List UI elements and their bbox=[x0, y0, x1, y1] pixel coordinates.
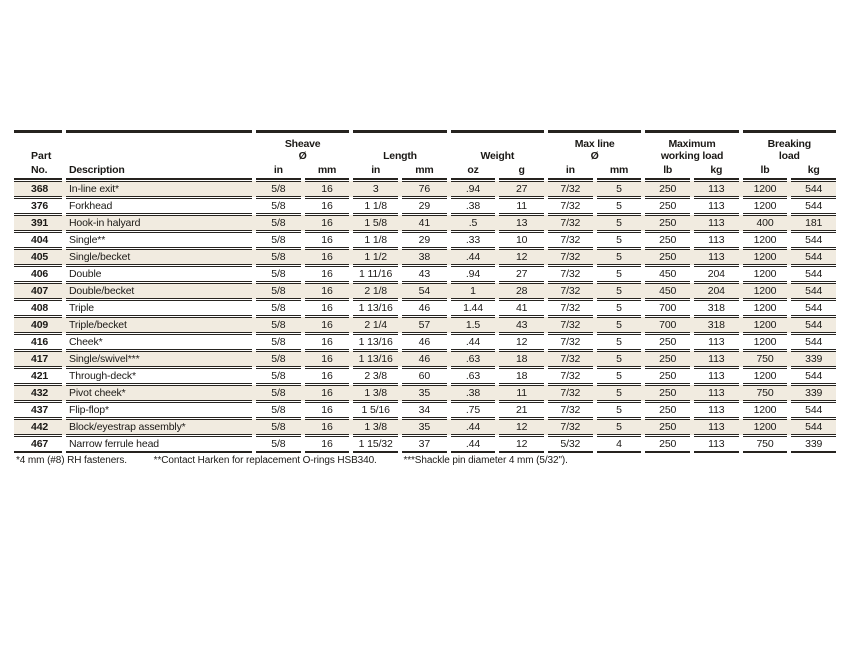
table-row bbox=[14, 215, 836, 231]
value-cell: 46 bbox=[402, 300, 447, 316]
value-cell: 181 bbox=[791, 215, 836, 231]
value-cell: 5/8 bbox=[256, 198, 301, 214]
description: Single** bbox=[66, 232, 252, 248]
value-cell: 46 bbox=[402, 351, 447, 367]
value-cell: 34 bbox=[402, 402, 447, 418]
table-row bbox=[14, 249, 836, 265]
value-cell: 7/32 bbox=[548, 385, 593, 401]
value-cell: 544 bbox=[791, 317, 836, 333]
unit-length-mm: mm bbox=[402, 162, 447, 180]
value-cell: 544 bbox=[791, 300, 836, 316]
value-cell: 1 13/16 bbox=[353, 334, 398, 350]
value-cell: 5 bbox=[597, 368, 642, 384]
value-cell: 5/8 bbox=[256, 351, 301, 367]
table-row bbox=[14, 385, 836, 401]
value-cell: 16 bbox=[305, 351, 350, 367]
group-label-line2: Length bbox=[383, 150, 417, 162]
value-cell: 5 bbox=[597, 249, 642, 265]
value-cell: 16 bbox=[305, 368, 350, 384]
value-cell: 16 bbox=[305, 402, 350, 418]
value-cell: 1200 bbox=[743, 249, 788, 265]
value-cell: 250 bbox=[645, 351, 690, 367]
value-cell: 450 bbox=[645, 283, 690, 299]
value-cell: 113 bbox=[694, 232, 739, 248]
table-row bbox=[14, 402, 836, 418]
part-number: 368 bbox=[14, 181, 62, 197]
value-cell: 250 bbox=[645, 368, 690, 384]
value-cell: 5/8 bbox=[256, 249, 301, 265]
value-cell: 5/8 bbox=[256, 232, 301, 248]
footnotes bbox=[16, 455, 592, 466]
table-header-units bbox=[14, 162, 836, 180]
header-group-sheave bbox=[256, 130, 349, 162]
value-cell: 11 bbox=[499, 385, 544, 401]
unit-weight-g: g bbox=[499, 162, 544, 180]
value-cell: 250 bbox=[645, 385, 690, 401]
value-cell: 46 bbox=[402, 334, 447, 350]
value-cell: 2 1/4 bbox=[353, 317, 398, 333]
value-cell: 700 bbox=[645, 317, 690, 333]
value-cell: 1.44 bbox=[451, 300, 496, 316]
table-row bbox=[14, 351, 836, 367]
table-row bbox=[14, 436, 836, 453]
value-cell: 60 bbox=[402, 368, 447, 384]
value-cell: 16 bbox=[305, 317, 350, 333]
value-cell: 113 bbox=[694, 334, 739, 350]
description: In-line exit* bbox=[66, 181, 252, 197]
value-cell: 41 bbox=[402, 215, 447, 231]
table-body bbox=[14, 181, 836, 453]
value-cell: 7/32 bbox=[548, 249, 593, 265]
value-cell: 5/32 bbox=[548, 436, 593, 453]
value-cell: 18 bbox=[499, 368, 544, 384]
description: Flip-flop* bbox=[66, 402, 252, 418]
value-cell: .44 bbox=[451, 419, 496, 435]
description: Single/becket bbox=[66, 249, 252, 265]
value-cell: 16 bbox=[305, 436, 350, 453]
value-cell: 4 bbox=[597, 436, 642, 453]
value-cell: 5/8 bbox=[256, 215, 301, 231]
table-row bbox=[14, 419, 836, 435]
value-cell: 5 bbox=[597, 198, 642, 214]
table-row bbox=[14, 266, 836, 282]
value-cell: 5/8 bbox=[256, 385, 301, 401]
group-label-line2: load bbox=[778, 150, 800, 162]
value-cell: .44 bbox=[451, 249, 496, 265]
description: Through-deck* bbox=[66, 368, 252, 384]
value-cell: 12 bbox=[499, 249, 544, 265]
value-cell: 7/32 bbox=[548, 198, 593, 214]
value-cell: 1200 bbox=[743, 402, 788, 418]
value-cell: 1200 bbox=[743, 419, 788, 435]
value-cell: 250 bbox=[645, 181, 690, 197]
unit-weight-oz: oz bbox=[451, 162, 496, 180]
value-cell: 5/8 bbox=[256, 283, 301, 299]
group-label-line1: Maximum bbox=[668, 138, 716, 150]
value-cell: 3 bbox=[353, 181, 398, 197]
table-row bbox=[14, 198, 836, 214]
value-cell: 544 bbox=[791, 249, 836, 265]
description: Double bbox=[66, 266, 252, 282]
value-cell: 113 bbox=[694, 436, 739, 453]
value-cell: .94 bbox=[451, 181, 496, 197]
value-cell: 113 bbox=[694, 351, 739, 367]
value-cell: 1 13/16 bbox=[353, 300, 398, 316]
unit-sheave-in: in bbox=[256, 162, 301, 180]
group-label-line1: Sheave bbox=[284, 138, 321, 150]
value-cell: .44 bbox=[451, 334, 496, 350]
value-cell: 1 3/8 bbox=[353, 385, 398, 401]
specification-table bbox=[14, 130, 836, 453]
table-row bbox=[14, 317, 836, 333]
value-cell: 2 3/8 bbox=[353, 368, 398, 384]
value-cell: 16 bbox=[305, 283, 350, 299]
value-cell: 54 bbox=[402, 283, 447, 299]
value-cell: 339 bbox=[791, 385, 836, 401]
value-cell: .38 bbox=[451, 385, 496, 401]
value-cell: 544 bbox=[791, 419, 836, 435]
part-number: 437 bbox=[14, 402, 62, 418]
group-label-line2: Ø bbox=[590, 150, 599, 162]
value-cell: 1 13/16 bbox=[353, 351, 398, 367]
unit-mwl-kg: kg bbox=[694, 162, 739, 180]
value-cell: 1200 bbox=[743, 300, 788, 316]
value-cell: 7/32 bbox=[548, 266, 593, 282]
part-number: 467 bbox=[14, 436, 62, 453]
part-number: 404 bbox=[14, 232, 62, 248]
value-cell: 250 bbox=[645, 419, 690, 435]
value-cell: 250 bbox=[645, 198, 690, 214]
value-cell: 5/8 bbox=[256, 368, 301, 384]
value-cell: 5 bbox=[597, 232, 642, 248]
unit-length-in: in bbox=[353, 162, 398, 180]
value-cell: 113 bbox=[694, 368, 739, 384]
value-cell: 250 bbox=[645, 436, 690, 453]
part-number: 406 bbox=[14, 266, 62, 282]
value-cell: 18 bbox=[499, 351, 544, 367]
value-cell: 7/32 bbox=[548, 419, 593, 435]
value-cell: 27 bbox=[499, 266, 544, 282]
value-cell: 35 bbox=[402, 385, 447, 401]
value-cell: 750 bbox=[743, 436, 788, 453]
value-cell: 16 bbox=[305, 232, 350, 248]
value-cell: 1200 bbox=[743, 334, 788, 350]
value-cell: 2 1/8 bbox=[353, 283, 398, 299]
value-cell: 29 bbox=[402, 198, 447, 214]
value-cell: .75 bbox=[451, 402, 496, 418]
value-cell: 750 bbox=[743, 351, 788, 367]
footnote-1: *4 mm (#8) RH fasteners. bbox=[16, 455, 127, 466]
value-cell: .33 bbox=[451, 232, 496, 248]
header-description: Description bbox=[66, 162, 252, 180]
value-cell: 5/8 bbox=[256, 436, 301, 453]
header-part-line1 bbox=[14, 130, 62, 162]
table-row bbox=[14, 300, 836, 316]
part-number: 417 bbox=[14, 351, 62, 367]
value-cell: 16 bbox=[305, 249, 350, 265]
value-cell: 1 3/8 bbox=[353, 419, 398, 435]
unit-mwl-lb: lb bbox=[645, 162, 690, 180]
value-cell: 12 bbox=[499, 436, 544, 453]
value-cell: 1200 bbox=[743, 266, 788, 282]
value-cell: 12 bbox=[499, 334, 544, 350]
value-cell: 1 1/2 bbox=[353, 249, 398, 265]
value-cell: 544 bbox=[791, 334, 836, 350]
table-row bbox=[14, 283, 836, 299]
group-label-line1: Max line bbox=[574, 138, 615, 150]
value-cell: 1 1/8 bbox=[353, 232, 398, 248]
value-cell: 1200 bbox=[743, 368, 788, 384]
value-cell: 16 bbox=[305, 181, 350, 197]
header-group-max-line bbox=[548, 130, 641, 162]
value-cell: 41 bbox=[499, 300, 544, 316]
group-label-line2: Weight bbox=[480, 150, 515, 162]
value-cell: 43 bbox=[402, 266, 447, 282]
value-cell: 13 bbox=[499, 215, 544, 231]
table-row bbox=[14, 181, 836, 197]
value-cell: 7/32 bbox=[548, 215, 593, 231]
value-cell: 5 bbox=[597, 283, 642, 299]
table-header-groups bbox=[14, 130, 836, 162]
header-part-label: Part bbox=[31, 150, 52, 162]
value-cell: 37 bbox=[402, 436, 447, 453]
description: Hook-in halyard bbox=[66, 215, 252, 231]
part-number: 407 bbox=[14, 283, 62, 299]
unit-sheave-mm: mm bbox=[305, 162, 350, 180]
value-cell: 113 bbox=[694, 198, 739, 214]
value-cell: 5 bbox=[597, 351, 642, 367]
part-number: 391 bbox=[14, 215, 62, 231]
value-cell: 5/8 bbox=[256, 266, 301, 282]
value-cell: 1200 bbox=[743, 181, 788, 197]
value-cell: 204 bbox=[694, 283, 739, 299]
value-cell: 5 bbox=[597, 402, 642, 418]
value-cell: 1 11/16 bbox=[353, 266, 398, 282]
group-label-line2: Ø bbox=[298, 150, 307, 162]
description: Single/swivel*** bbox=[66, 351, 252, 367]
value-cell: 12 bbox=[499, 419, 544, 435]
table-row bbox=[14, 368, 836, 384]
value-cell: 250 bbox=[645, 232, 690, 248]
value-cell: 5 bbox=[597, 300, 642, 316]
header-group-weight bbox=[451, 130, 544, 162]
value-cell: 57 bbox=[402, 317, 447, 333]
part-number: 408 bbox=[14, 300, 62, 316]
value-cell: 544 bbox=[791, 368, 836, 384]
group-label-line1: Breaking bbox=[767, 138, 811, 150]
value-cell: 5 bbox=[597, 334, 642, 350]
value-cell: 11 bbox=[499, 198, 544, 214]
value-cell: 318 bbox=[694, 300, 739, 316]
value-cell: 1 5/16 bbox=[353, 402, 398, 418]
value-cell: 250 bbox=[645, 334, 690, 350]
value-cell: 7/32 bbox=[548, 283, 593, 299]
value-cell: 1.5 bbox=[451, 317, 496, 333]
description: Double/becket bbox=[66, 283, 252, 299]
header-group-length bbox=[353, 130, 446, 162]
unit-maxline-in: in bbox=[548, 162, 593, 180]
part-number: 409 bbox=[14, 317, 62, 333]
description: Forkhead bbox=[66, 198, 252, 214]
part-number: 442 bbox=[14, 419, 62, 435]
value-cell: 544 bbox=[791, 283, 836, 299]
value-cell: 5 bbox=[597, 317, 642, 333]
value-cell: 544 bbox=[791, 232, 836, 248]
value-cell: 400 bbox=[743, 215, 788, 231]
header-group-breaking-load bbox=[743, 130, 836, 162]
value-cell: 7/32 bbox=[548, 232, 593, 248]
value-cell: 113 bbox=[694, 181, 739, 197]
value-cell: 16 bbox=[305, 300, 350, 316]
description: Triple bbox=[66, 300, 252, 316]
value-cell: 5 bbox=[597, 266, 642, 282]
part-number: 432 bbox=[14, 385, 62, 401]
value-cell: 318 bbox=[694, 317, 739, 333]
value-cell: 5/8 bbox=[256, 402, 301, 418]
value-cell: 1 1/8 bbox=[353, 198, 398, 214]
value-cell: 5/8 bbox=[256, 300, 301, 316]
header-group-working-load bbox=[645, 130, 738, 162]
value-cell: .94 bbox=[451, 266, 496, 282]
value-cell: 5/8 bbox=[256, 317, 301, 333]
value-cell: 16 bbox=[305, 385, 350, 401]
description: Block/eyestrap assembly* bbox=[66, 419, 252, 435]
value-cell: 544 bbox=[791, 181, 836, 197]
table-row bbox=[14, 334, 836, 350]
value-cell: 7/32 bbox=[548, 181, 593, 197]
value-cell: 16 bbox=[305, 266, 350, 282]
header-description-spacer bbox=[66, 130, 252, 162]
value-cell: 5/8 bbox=[256, 334, 301, 350]
description: Pivot cheek* bbox=[66, 385, 252, 401]
value-cell: 1200 bbox=[743, 317, 788, 333]
value-cell: 5 bbox=[597, 181, 642, 197]
value-cell: 1 bbox=[451, 283, 496, 299]
value-cell: 16 bbox=[305, 215, 350, 231]
value-cell: 7/32 bbox=[548, 334, 593, 350]
header-part-line2: No. bbox=[14, 162, 62, 180]
footnote-3: ***Shackle pin diameter 4 mm (5/32"). bbox=[403, 455, 568, 466]
value-cell: 1200 bbox=[743, 283, 788, 299]
value-cell: 700 bbox=[645, 300, 690, 316]
value-cell: 339 bbox=[791, 351, 836, 367]
value-cell: 5/8 bbox=[256, 419, 301, 435]
value-cell: 113 bbox=[694, 402, 739, 418]
value-cell: 1200 bbox=[743, 198, 788, 214]
value-cell: 1200 bbox=[743, 232, 788, 248]
value-cell: .5 bbox=[451, 215, 496, 231]
value-cell: 5/8 bbox=[256, 181, 301, 197]
value-cell: 38 bbox=[402, 249, 447, 265]
footnote-2: **Contact Harken for replacement O-rings HSB340. bbox=[153, 455, 377, 466]
value-cell: 7/32 bbox=[548, 351, 593, 367]
value-cell: 43 bbox=[499, 317, 544, 333]
part-number: 376 bbox=[14, 198, 62, 214]
value-cell: 29 bbox=[402, 232, 447, 248]
description: Narrow ferrule head bbox=[66, 436, 252, 453]
value-cell: 1 5/8 bbox=[353, 215, 398, 231]
value-cell: 544 bbox=[791, 402, 836, 418]
unit-breaking-kg: kg bbox=[791, 162, 836, 180]
value-cell: 5 bbox=[597, 419, 642, 435]
value-cell: 113 bbox=[694, 249, 739, 265]
value-cell: 113 bbox=[694, 385, 739, 401]
value-cell: 7/32 bbox=[548, 300, 593, 316]
value-cell: 544 bbox=[791, 198, 836, 214]
value-cell: .63 bbox=[451, 351, 496, 367]
description: Triple/becket bbox=[66, 317, 252, 333]
value-cell: 7/32 bbox=[548, 317, 593, 333]
value-cell: 113 bbox=[694, 215, 739, 231]
unit-breaking-lb: lb bbox=[743, 162, 788, 180]
value-cell: 7/32 bbox=[548, 368, 593, 384]
value-cell: 1 15/32 bbox=[353, 436, 398, 453]
value-cell: 544 bbox=[791, 266, 836, 282]
value-cell: 21 bbox=[499, 402, 544, 418]
value-cell: .38 bbox=[451, 198, 496, 214]
value-cell: 16 bbox=[305, 334, 350, 350]
value-cell: 28 bbox=[499, 283, 544, 299]
value-cell: .63 bbox=[451, 368, 496, 384]
value-cell: 204 bbox=[694, 266, 739, 282]
value-cell: 250 bbox=[645, 402, 690, 418]
unit-maxline-mm: mm bbox=[597, 162, 642, 180]
value-cell: 750 bbox=[743, 385, 788, 401]
value-cell: 27 bbox=[499, 181, 544, 197]
value-cell: 5 bbox=[597, 385, 642, 401]
part-number: 421 bbox=[14, 368, 62, 384]
table-row bbox=[14, 232, 836, 248]
value-cell: 16 bbox=[305, 419, 350, 435]
value-cell: 10 bbox=[499, 232, 544, 248]
value-cell: 450 bbox=[645, 266, 690, 282]
value-cell: 76 bbox=[402, 181, 447, 197]
value-cell: 250 bbox=[645, 215, 690, 231]
value-cell: 250 bbox=[645, 249, 690, 265]
value-cell: 16 bbox=[305, 198, 350, 214]
value-cell: 5 bbox=[597, 215, 642, 231]
value-cell: 113 bbox=[694, 419, 739, 435]
value-cell: .44 bbox=[451, 436, 496, 453]
value-cell: 339 bbox=[791, 436, 836, 453]
part-number: 405 bbox=[14, 249, 62, 265]
group-label-line2: working load bbox=[660, 150, 724, 162]
value-cell: 7/32 bbox=[548, 402, 593, 418]
description: Cheek* bbox=[66, 334, 252, 350]
part-number: 416 bbox=[14, 334, 62, 350]
value-cell: 35 bbox=[402, 419, 447, 435]
